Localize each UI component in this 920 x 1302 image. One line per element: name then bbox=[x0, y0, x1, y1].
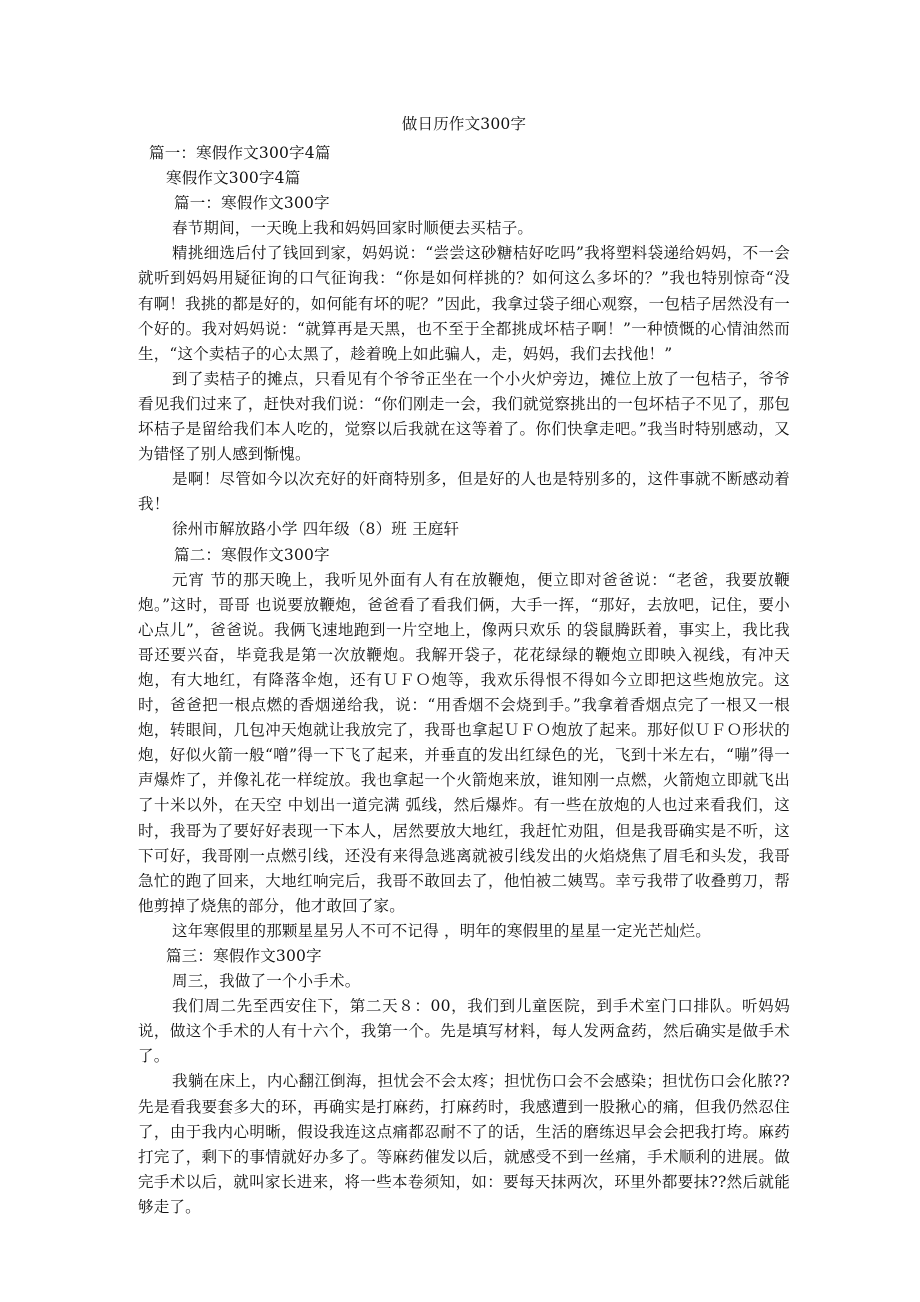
document-title: 做日历作文300字 bbox=[401, 115, 527, 133]
essay2-paragraph: 元宵 节的那天晚上，我听见外面有人有在放鞭炮，便立即对爸爸说：“老爸，我要放鞭炮。”这时，哥哥 也说要放鞭炮，爸爸看了看我们俩，大手一挥，“那好，去放吧，记住，要小心点儿”，爸爸说。我俩飞速地跑到一片空地上，像两只欢乐 的袋鼠腾跃着，事实上，我比我哥还要兴奋，毕竟我是第一次放鞭炮。我解开袋子，花花绿绿的鞭炮立即映入视线，有冲天炮，有大地红，有降落伞炮，还有ＵＦＯ炮等，我欢乐得恨不得如今立即把这些炮放完。这时，爸爸把一根点燃的香烟递给我，说：“用香烟不会烧到手。”我拿着香烟点完了一根又一根炮，转眼间，几包冲天炮就让我放完了，我哥也拿起ＵＦＯ炮放了起来。那好似ＵＦＯ形状的炮，好似火箭一般“噌”得一下飞了起来，并垂直的发出红绿色的光，飞到十米左右，“嘣”得一声爆炸了，并像礼花一样绽放。我也拿起一个火箭炮来放，谁知刚一点燃，火箭炮立即就飞出了十米以外，在天空 中划出一道完满 弧线，然后爆炸。有一些在放炮的人也过来看我们，这时，我哥为了要好好表现一下本人，居然要放大地红，我赶忙劝阻，但是我哥确实是不听，这下可好，我哥刚一点燃引线，还没有来得急逃离就被引线发出的火焰烧焦了眉毛和头发，我哥急忙的跑了回来，大地红响完后，我哥不敢回去了，他怕被二姨骂。幸亏我带了收叠剪刀，帮他剪掉了烧焦的部分，他才敢回了家。 bbox=[138, 570, 790, 915]
essay-heading: 篇一：寒假作文300字 bbox=[174, 194, 330, 213]
essay1-paragraph: 春节期间，一天晚上我和妈妈回家时顺便去买桔子。 bbox=[172, 219, 534, 238]
essay-heading: 篇二：寒假作文300字 bbox=[174, 545, 330, 564]
essay2-paragraph: 这年寒假里的那颗星星另人不可不记得 ，明年的寒假里的星星一定光芒灿烂。 bbox=[172, 921, 711, 940]
document-body bbox=[138, 112, 790, 1220]
section-subheading: 寒假作文300字4篇 bbox=[166, 169, 301, 188]
essay3-paragraph: 我们周二先至西安住下，第二天８：00，我们到儿童医院，到手术室门口排队。听妈妈说，做这个手术的人有十六个，我第一个。先是填写材料，每人发两盒药，然后确实是做手术了。 bbox=[138, 997, 790, 1066]
essay3-paragraph: 我躺在床上，内心翻江倒海，担忧会不会太疼；担忧伤口会不会感染；担忧伤口会化脓??先是看我要套多大的环，再确实是打麻药，打麻药时，我感遭到一股揪心的痛，但我仍然忍住了，由于我内心明晰，假设我连这点痛都忍耐不了的话，生活的磨练迟早会会把我打垮。麻药打完了，剩下的事情就好办多了。等麻药催发以后，就感受不到一丝痛，手术顺利的进展。做完手术以后，就叫家长进来，将一些本卷须知，如：要每天抹两次，环里外都要抹??然后就能够走了。 bbox=[138, 1072, 790, 1216]
essay1-paragraph: 到了卖桔子的摊点，只看见有个爷爷正坐在一个小火炉旁边，摊位上放了一包桔子，爷爷看见我们过来了，赶快对我们说：“你们刚走一会，我们就觉察挑出的一包坏桔子不见了，那包坏桔子是留给我们本人吃的，觉察以后我就在这等着了。你们快拿走吧。”我当时特别感动，又为错怪了别人感到惭愧。 bbox=[138, 369, 790, 464]
essay1-paragraph: 是啊！尽管如今以次充好的奸商特别多，但是好的人也是特别多的，这件事就不断感动着我！ bbox=[138, 470, 790, 514]
author-signature: 徐州市解放路小学 四年级（8）班 王庭轩 bbox=[172, 520, 460, 539]
section-heading: 篇一：寒假作文300字4篇 bbox=[149, 144, 331, 162]
essay-heading: 篇三：寒假作文300字 bbox=[166, 947, 322, 965]
essay3-paragraph: 周三，我做了一个小手术。 bbox=[172, 972, 361, 991]
essay1-paragraph: 精挑细选后付了钱回到家，妈妈说：“尝尝这砂糖桔好吃吗”我将塑料袋递给妈妈，不一会就听到妈妈用疑征询的口气征询我：“你是如何样挑的？如何这么多坏的？”我也特别惊奇“没有啊！我挑的都是好的，如何能有坏的呢？”因此，我拿过袋子细心观察，一包桔子居然没有一个好的。我对妈妈说：“就算再是天黑，也不至于全都挑成坏桔子啊！”一种愤慨的心情油然而生，“这个卖桔子的心太黑了，趁着晚上如此骗人，走，妈妈，我们去找他！” bbox=[138, 244, 790, 363]
